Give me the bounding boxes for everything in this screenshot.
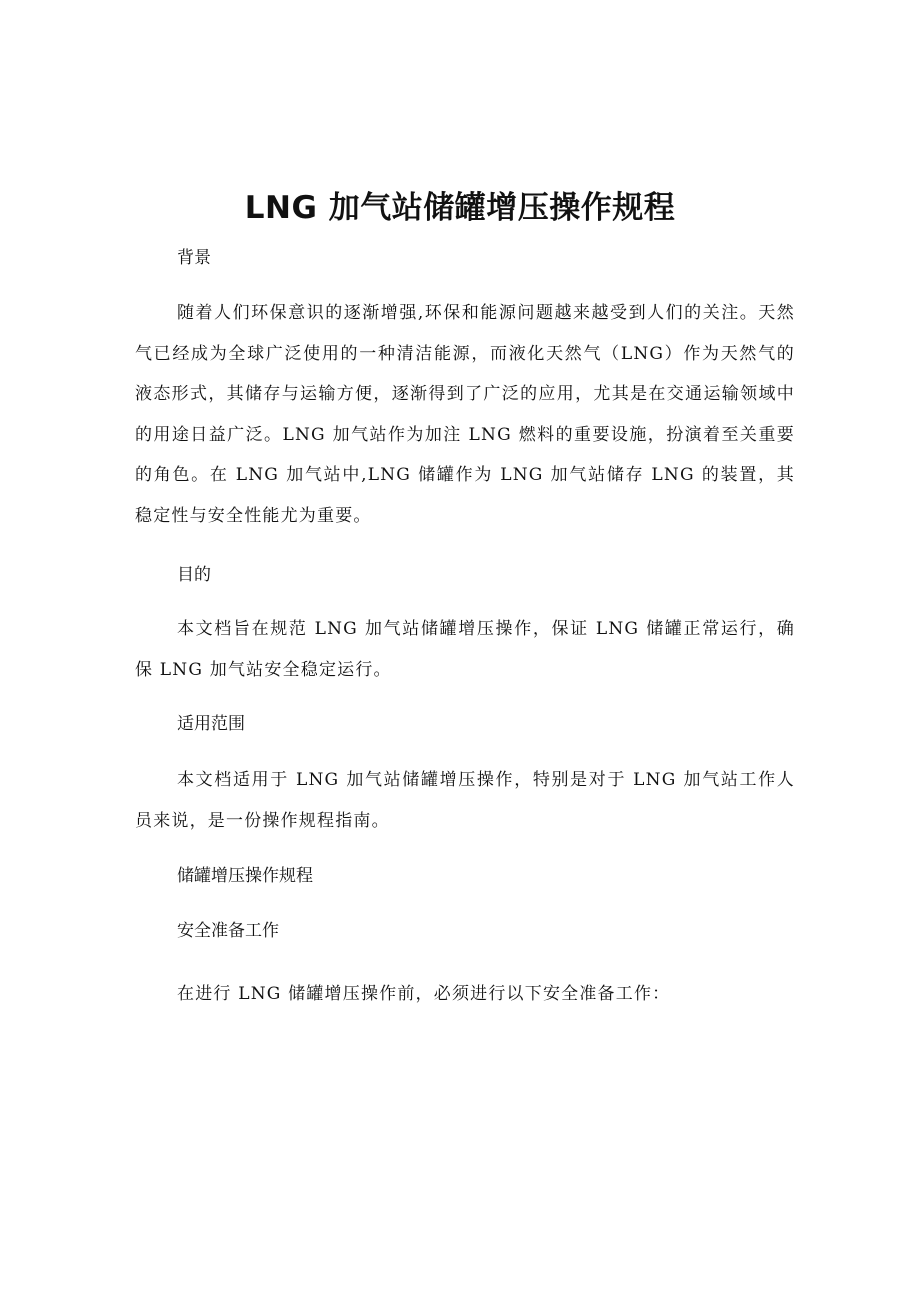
section-heading-procedure: 储罐增压操作规程: [177, 866, 313, 886]
section-heading-safety-preparation: 安全准备工作: [177, 921, 279, 941]
section-paragraph-safety-preparation: 在进行 LNG 储罐增压操作前，必须进行以下安全准备工作：: [177, 984, 671, 1004]
document-title: LNG 加气站储罐增压操作规程: [244, 190, 676, 226]
section-heading-background: 背景: [177, 248, 211, 268]
section-paragraph-background: 随着人们环保意识的逐渐增强,环保和能源问题越来越受到人们的关注。天然气已经成为全球广泛使用的一种清洁能源，而液化天然气（LNG）作为天然气的液态形式，其储存与运输方便，逐渐得到了广泛的应用，尤其是在交通运输领域中的用途日益广泛。LNG 加气站作为加注 LNG 燃料的重要设施，扮演着至关重要的角色。在 LNG 加气站中,LNG 储罐作为 LNG 加气站储存 LNG 的装置，其稳定性与安全性能尤为重要。: [135, 303, 795, 526]
section-heading-purpose: 目的: [177, 565, 211, 585]
section-heading-scope: 适用范围: [177, 714, 245, 734]
section-paragraph-scope: 本文档适用于 LNG 加气站储罐增压操作，特别是对于 LNG 加气站工作人员来说，是一份操作规程指南。: [135, 770, 795, 831]
section-paragraph-purpose: 本文档旨在规范 LNG 加气站储罐增压操作，保证 LNG 储罐正常运行，确保 LNG 加气站安全稳定运行。: [135, 619, 795, 680]
